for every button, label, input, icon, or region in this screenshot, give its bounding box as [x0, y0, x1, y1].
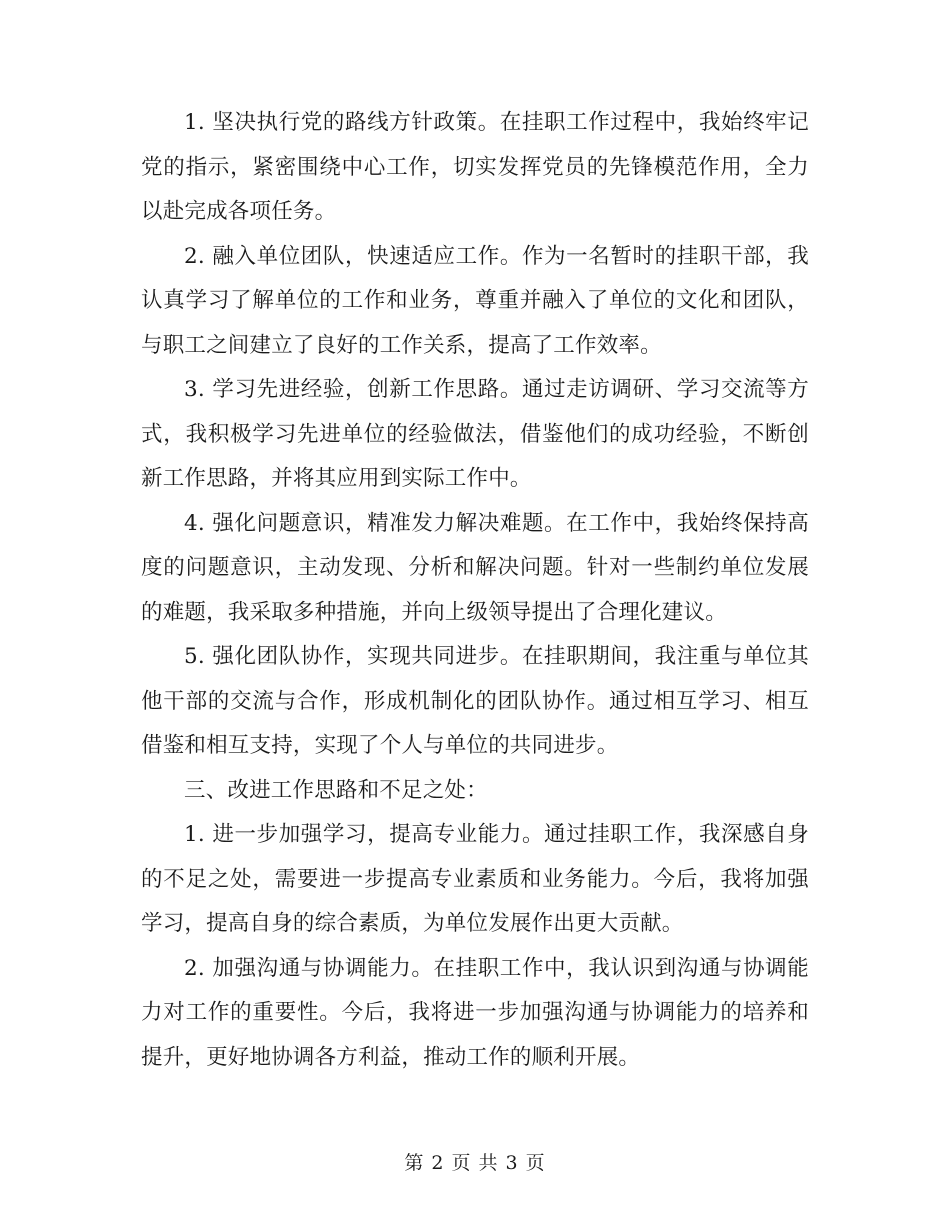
paragraph-item-4: 4. 强化问题意识，精准发力解决难题。在工作中，我始终保持高度的问题意识，主动发现、分析和解决问题。针对一些制约单位发展的难题，我采取多种措施，并向上级领导提出了合理化建议。 — [141, 510, 809, 625]
paragraph-item-3: 3. 学习先进经验，创新工作思路。通过走访调研、学习交流等方式，我积极学习先进单位的经验做法，借鉴他们的成功经验，不断创新工作思路，并将其应用到实际工作中。 — [141, 377, 809, 491]
section-heading: 三、改进工作思路和不足之处： — [184, 777, 488, 803]
improvement-item-1: 1. 进一步加强学习，提高专业能力。通过挂职工作，我深感自身的不足之处，需要进一步提高专业素质和业务能力。今后，我将加强学习，提高自身的综合素质，为单位发展作出更大贡献。 — [141, 822, 809, 936]
paragraph-item-1: 1. 坚决执行党的路线方针政策。在挂职工作过程中，我始终牢记党的指示，紧密围绕中心工作，切实发挥党员的先锋模范作用，全力以赴完成各项任务。 — [141, 110, 809, 224]
improvement-item-2: 2. 加强沟通与协调能力。在挂职工作中，我认识到沟通与协调能力对工作的重要性。今后，我将进一步加强沟通与协调能力的培养和提升，更好地协调各方利益，推动工作的顺利开展。 — [141, 955, 809, 1070]
paragraph-item-2: 2. 融入单位团队，快速适应工作。作为一名暂时的挂职干部，我认真学习了解单位的工作和业务，尊重并融入了单位的文化和团队，与职工之间建立了良好的工作关系，提高了工作效率。 — [141, 243, 809, 358]
page-footer: 第 2 页 共 3 页 — [404, 1152, 546, 1174]
paragraph-item-5: 5. 强化团队协作，实现共同进步。在挂职期间，我注重与单位其他干部的交流与合作，形成机制化的团队协作。通过相互学习、相互借鉴和相互支持，实现了个人与单位的共同进步。 — [141, 644, 809, 758]
document-body — [141, 101, 809, 1080]
